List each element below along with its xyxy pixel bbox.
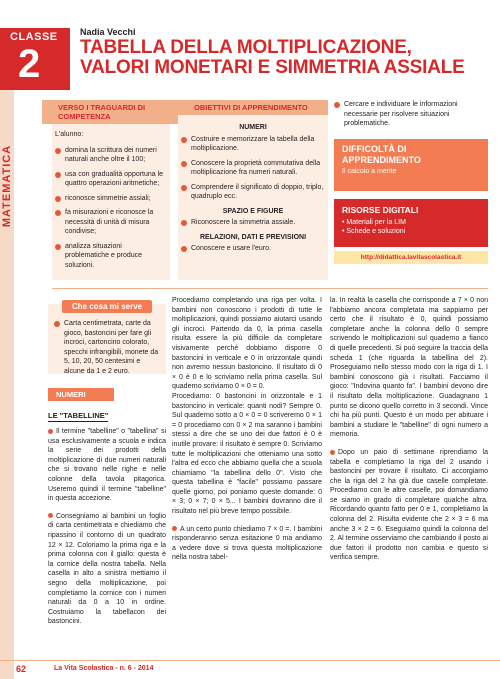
- page-title: TABELLA DELLA MOLTIPLICAZIONE, VALORI MONETARI E SIMMETRIA ASSIALE: [80, 37, 465, 78]
- page-footer: [0, 660, 500, 679]
- traguardi-header: VERSO I TRAGUARDI DI COMPETENZA: [42, 100, 180, 124]
- che-cosa-box: [48, 304, 166, 374]
- list-item: usa con gradualità opportuna le quattro operazioni aritmetiche;: [55, 170, 167, 189]
- che-cosa-text: Carta centimetrata, carte da gioco, bastoncini per fare gli incroci, cartoncino colorato, specchi infrangibili, monete da 5, 10, 20, 50 centesimi e alcune da 1 e 2 euro.: [54, 319, 160, 376]
- traguardi-box: [52, 100, 170, 280]
- traguardi-list: [55, 146, 167, 271]
- paragraph: Dopo un paio di settimane riprendiamo la tabella e completiamo la riga del 2 usando i bastoncini per trovare il risultato. Ci accorgiamo che la riga del 2 ha già due caselle completate. Procediamo con le altre caselle, poi domandiamo se siamo in grado di completare qualche altra. Ricordando quanto fatto per 0 e 1, completiamo la colonna del 2. Risulta evidente che 2 × 3 = 6 ma anche 3 × 2 = 6. Eseguiamo quindi la colonna del 2. Al termine osserviamo che cambiando il posto ai due fattori il prodotto non cambia e questo si verifica sempre.: [330, 448, 488, 562]
- list-item: domina la scrittura dei numeri naturali anche oltre il 100;: [55, 146, 167, 165]
- paragraph: la. In realtà la casella che corrisponde a 7 × 0 non l'abbiamo ancora completata ma sappiamo per certo che il risultato è 0, quindi possiamo completare anche la colonna dello 0 sempre scrivendo le moltiplicazioni sul quaderno a fianco di quelle precedenti. Si può seguire la traccia della scheda 1 (che riguarda la tabellina del 2). Proseguiamo nello stesso modo con la riga di 1. I bambini conoscono già i risultati. Facciamo il gioco: "Indovina quanto fa". I bambini devono dire il risultato della moltiplicazione. Guadagnano 1 punto se dicono quello corretto in 3 secondi. Vince chi ha più punti. Questo è un modo per abituare i bambini a studiare le "tabelline" di ogni numero a memoria.: [330, 297, 488, 439]
- risorse-item: • Schede e soluzioni: [342, 227, 406, 235]
- body-left-column: [48, 296, 166, 627]
- relazioni-subtitle: RELAZIONI, DATI E PREVISIONI: [199, 233, 307, 241]
- list-item: fa misurazioni e riconosce la necessità di unità di misura condivise;: [55, 208, 167, 237]
- paragraph: Procediamo: 0 bastoncini in orizzontale e 1 bastoncino in verticale: quanti nodi? Sempre 0. Sul quaderno sotto a 0 × 0 = 0 scriveremo 0 × 1 = 0 procediamo con 0 × 2 ma saranno i bambini stessi a dire che se uno dei due fattori è 0 è inutile provare: il risultato è sempre 0. Scriviamo tutte le moltiplicazioni che otteniamo una sotto l'altra ed ecco che abbiamo quella che a scuola chiamiamo "la tabellina dello 0". Visto che questa tabellina è "facile" possiamo passare quelle giorno, poi poniamo queste domande: 0 × 3; 0 × 7; 0 × 5... I bambini dovranno dire il risultato nel più breve tempo possibile.: [172, 392, 322, 516]
- class-number: 2: [18, 42, 41, 86]
- list-item: Conoscere e usare l'euro.: [181, 244, 325, 254]
- paragraph: Procediamo completando una riga per volta. I bambini non conoscono i prodotti di tutte le moltiplicazioni, quindi possiamo aiutarci usando gli incroci. Partendo da 0, la prima casella risulta essere la più difficile da completare visivamente perché dobbiamo disporre 0 bastoncini in verticale e 0 in orizzontale quindi non avremo nessun bastoncino. Il risultato di 0 × 0 è 0 e lo scriviamo nella prima casella. Sul quaderno scriviamo 0 × 0 = 0.: [172, 297, 322, 391]
- numeri-section-bar: NUMERI: [48, 388, 114, 401]
- che-cosa-header: Che cosa mi serve: [62, 300, 152, 313]
- paragraph: A un certo punto chiediamo 7 × 0 =. I bambini risponderanno senza esitazione 0 ma andiamo a vedere dove si trova questa moltiplicazione nella nostra tabel-: [172, 525, 322, 562]
- obiettivi-box: [178, 100, 328, 280]
- paragraph: Consegniamo ai bambini un foglio di carta centimetrata e chiediamo che ripassino il contorno di un quadrato 12 × 12. Coloriamo la prima riga e la prima colonna con il giallo: questa è la cornice della nostra tabella. Nella casella in alto a sinistra mettiamo il segno della moltiplicazione, poi completiamo la cornice con i numeri naturali da 0 a 10 in ordine. Costruiamo la tabellacon dei bastoncini.: [48, 512, 166, 626]
- subject-label: MATEMATICA: [1, 144, 13, 228]
- section-divider: [52, 288, 488, 289]
- page-number: 62: [16, 664, 27, 674]
- risorse-title: RISORSE DIGITALI: [342, 204, 419, 215]
- list-item: analizza situazioni problematiche e produce soluzioni.: [55, 242, 167, 271]
- numeri-subtitle: NUMERI: [239, 124, 267, 131]
- difficolta-box: [334, 139, 488, 191]
- resource-link[interactable]: http://didattica.lavitascolastica.it: [334, 251, 488, 264]
- risorse-item: • Materiali per la LIM: [342, 218, 406, 226]
- spazio-subtitle: SPAZIO E FIGURE: [222, 207, 284, 215]
- list-item: Comprendere il significato di doppio, triplo, quadruplo ecc.: [181, 183, 325, 202]
- magazine-name: La Vita Scolastica - n. 6 - 2014: [54, 665, 154, 672]
- difficolta-title: DIFFICOLTÀ DI APPRENDIMENTO: [342, 143, 421, 165]
- section-subtitle: LE "TABELLINE": [48, 411, 109, 420]
- class-tab: [0, 28, 70, 90]
- paragraph: Il termine "tabelline" o "tabellina" si usa esclusivamente a scuola e indica la serie dei prodotti della moltiplicazione di due numeri naturali che si trovano nelle righe e nelle colonne della tavola pitagorica. Useremo quindi il termine "tabelline" in questa accezione.: [48, 428, 166, 503]
- traguardi-lead: L'alunno:: [55, 131, 84, 138]
- list-item: Cercare e individuare le informazioni necessarie per risolvere situazioni problematiche.: [334, 100, 488, 129]
- list-item: Riconoscere la simmetria assiale.: [181, 218, 325, 228]
- risorse-box: [334, 199, 488, 247]
- list-item: Conoscere la proprietà commutativa della moltiplicazione fra numeri naturali.: [181, 159, 325, 178]
- obiettivi-header: OBIETTIVI DI APPRENDIMENTO: [178, 100, 328, 115]
- right-header-column: [334, 100, 488, 264]
- difficolta-subtitle: Il calcolo a mente: [342, 167, 397, 175]
- body-middle-column: [172, 296, 322, 571]
- list-item: Costruire e memorizzare la tabella della moltiplicazione.: [181, 135, 325, 154]
- body-right-column: [330, 296, 488, 571]
- list-item: riconosce simmetrie assiali;: [55, 194, 167, 204]
- class-label: CLASSE: [10, 31, 58, 43]
- author: Nadia Vecchi: [80, 27, 136, 37]
